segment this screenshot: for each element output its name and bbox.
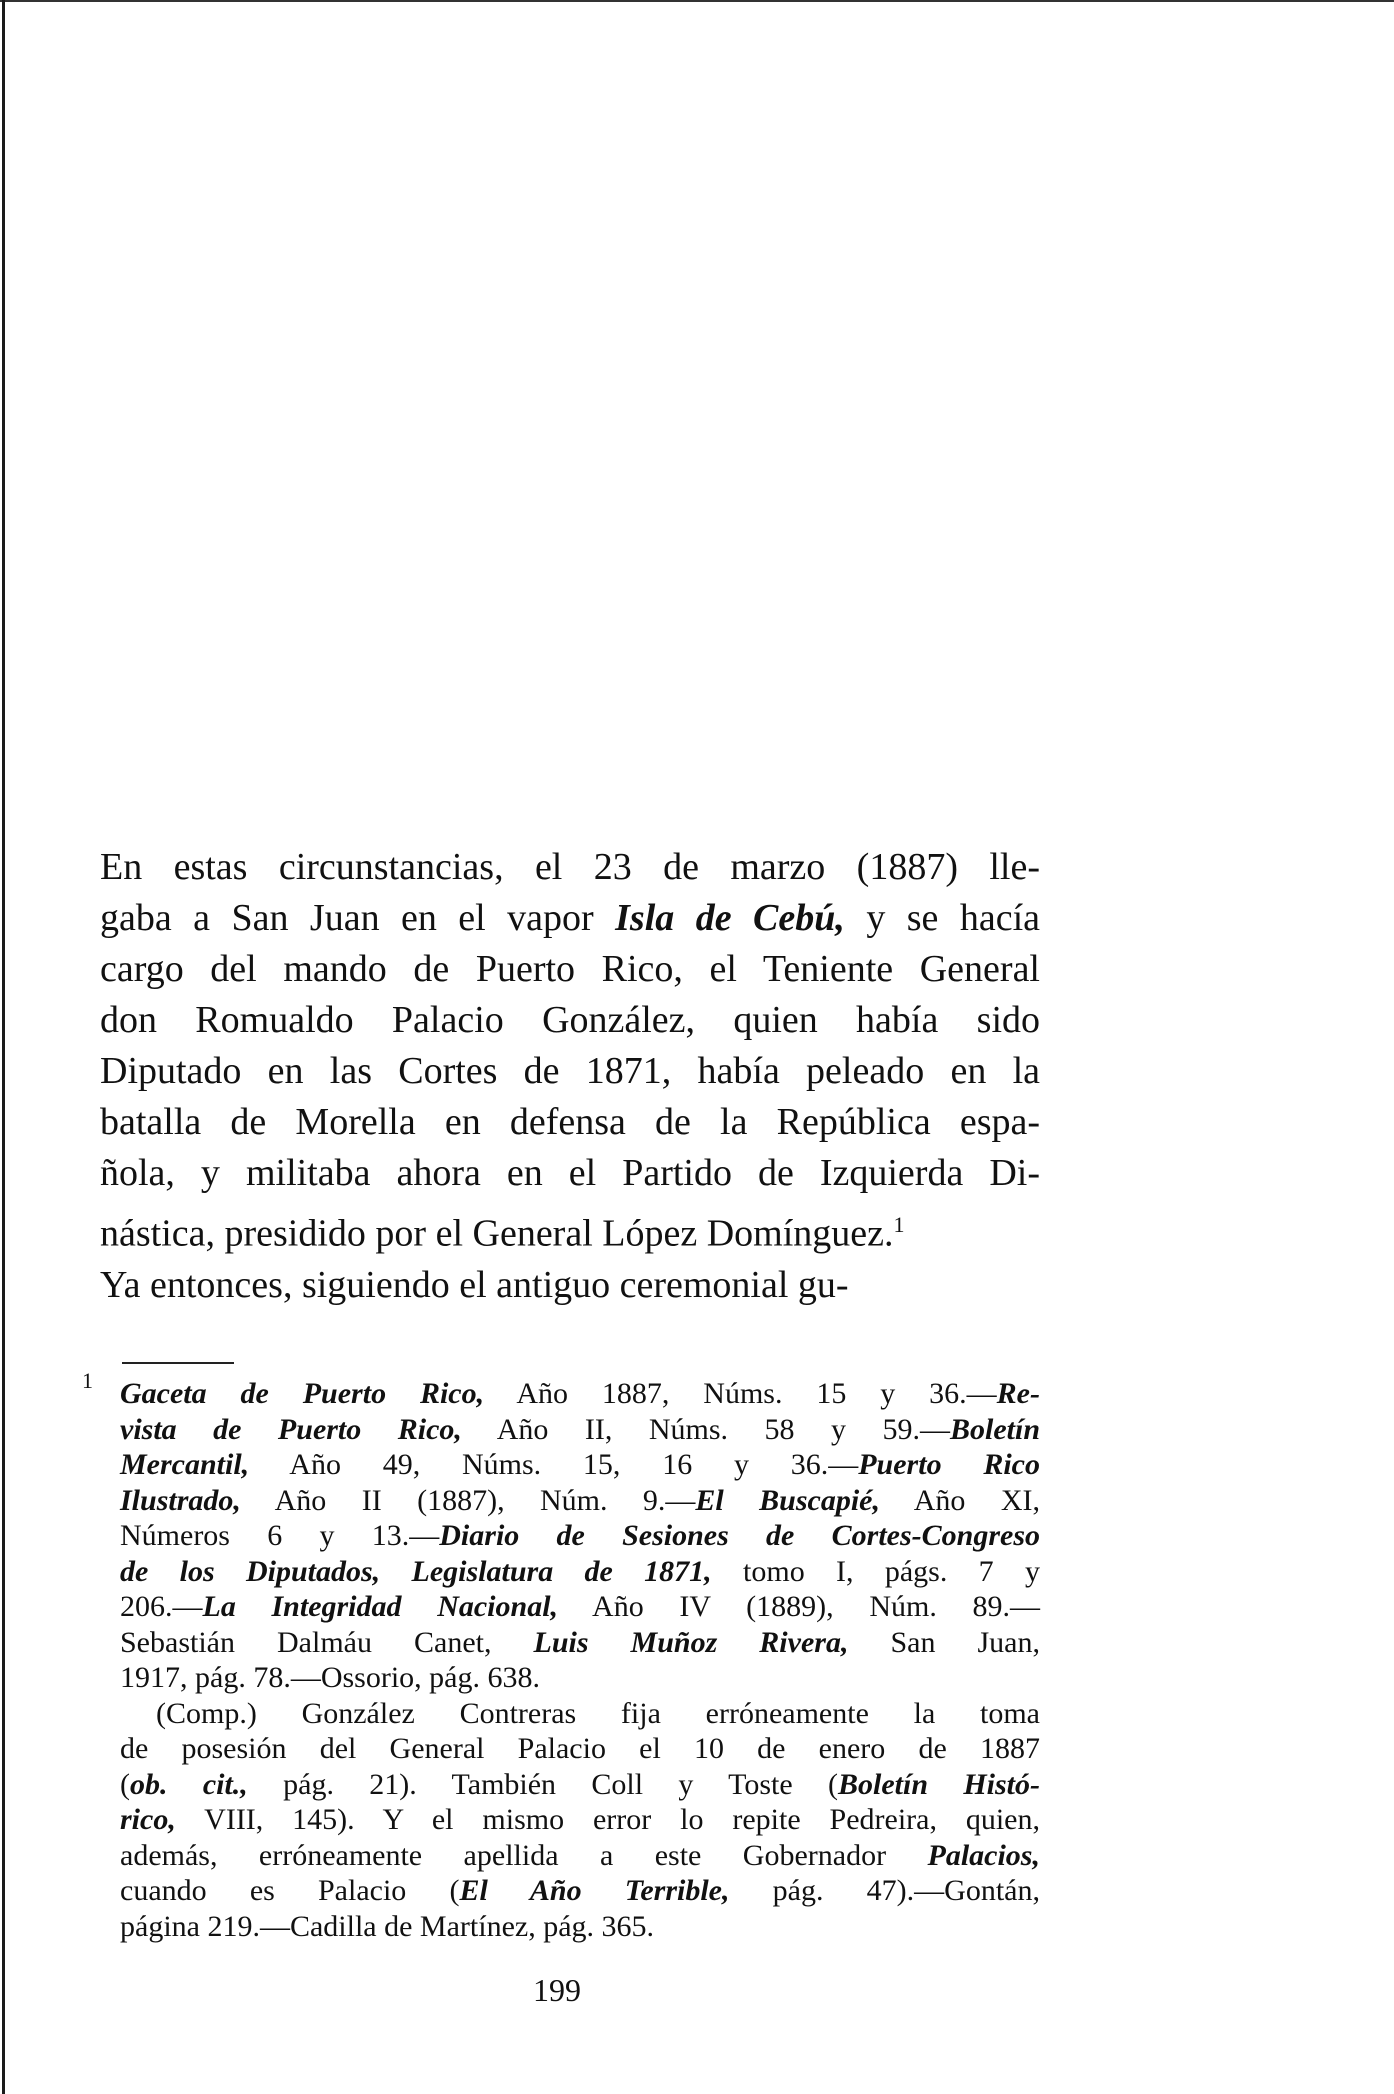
footnote-title: Boletín (949, 1412, 1040, 1446)
footnote-text: cuando es Palacio ( (120, 1874, 460, 1907)
paragraph-line: En estas circunstancias, el 23 de marzo (1887) lle- (100, 846, 1040, 888)
footnote-title: Luis Muñoz Rivera, (533, 1625, 849, 1659)
footnote-separator (122, 1362, 234, 1364)
footnote-reference: 1 (893, 1212, 905, 1237)
footnote-text: 206.— (120, 1590, 203, 1623)
footnote-text: pág. 21). También Coll y Toste ( (247, 1767, 838, 1801)
footnote-text: página 219.—Cadilla de Martínez, pág. 365. (120, 1909, 655, 1943)
page-top-edge (0, 0, 1394, 2)
footnote-text: (Comp.) González Contreras fija erróneamente la toma (156, 1696, 1040, 1730)
footnote-line (120, 1802, 1040, 1838)
footnote-comment (120, 1696, 1040, 1945)
footnote-line (120, 1838, 1040, 1874)
footnote-text: Año II, Núms. 58 y 59.— (461, 1412, 950, 1446)
footnote-title: Re- (996, 1377, 1040, 1410)
footnote-text: Año 1887, Núms. 15 y 36.— (484, 1377, 997, 1410)
paragraph-line-with-ref (100, 1199, 1040, 1260)
ship-name: Isla de Cebú, (615, 897, 845, 939)
page-number: 199 (533, 1972, 581, 2008)
paragraph-line: Diputado en las Cortes de 1871, había peleado en la (100, 1050, 1040, 1092)
footnote-line (120, 1554, 1040, 1590)
footnote-text: pág. 47).—Gontán, (729, 1874, 1040, 1907)
footnote-text: 1917, pág. 78.—Ossorio, pág. 638. (120, 1661, 540, 1694)
footnote-title: El Año Terrible, (459, 1874, 730, 1907)
footnote-title: Palacios, (927, 1838, 1040, 1872)
footnote-line (120, 1412, 1040, 1448)
paragraph-line: batalla de Morella en defensa de la República espa- (100, 1101, 1040, 1143)
page-left-edge (2, 0, 5, 2094)
footnote-title: El Buscapié, (695, 1483, 880, 1517)
footnote-text: Sebastián Dalmáu Canet, (120, 1625, 534, 1659)
footnote-citations (120, 1376, 1040, 1696)
paragraph-line: ñola, y militaba ahora en el Partido de Izquierda Di- (100, 1152, 1040, 1194)
footnote-line (120, 1589, 1040, 1625)
footnote-title: Boletín Histó- (838, 1767, 1040, 1801)
paragraph-line: cargo del mando de Puerto Rico, el Teniente General (100, 948, 1040, 990)
footnote-line (120, 1909, 1040, 1945)
footnote-text: Números 6 y 13.— (120, 1519, 440, 1552)
paragraph-line-with-italic: gaba a San Juan en el vapor Isla de Cebú, y se hacía (100, 897, 1040, 939)
footnote-text: Año II (1887), Núm. 9.— (240, 1483, 696, 1517)
footnote-title: Gaceta de Puerto Rico, (120, 1377, 485, 1410)
footnote-title: vista de Puerto Rico, (120, 1412, 462, 1446)
footnote-line (120, 1518, 1040, 1554)
footnote-title: Diario de Sesiones de Cortes-Congreso (439, 1519, 1040, 1552)
footnote-title: La Integridad Nacional, (202, 1590, 559, 1623)
footnote-line (120, 1625, 1040, 1661)
footnote-line (120, 1873, 1040, 1909)
footnote-text: ( (120, 1767, 130, 1801)
footnote-marker: 1 (82, 1368, 93, 1393)
footnote-text: Año 49, Núms. 15, 16 y 36.— (249, 1448, 859, 1481)
footnote-title: Puerto Rico (858, 1448, 1040, 1481)
footnote-title: Ilustrado, (120, 1483, 241, 1517)
footnote-line (120, 1483, 1040, 1519)
footnote-text: tomo I, págs. 7 y (711, 1554, 1041, 1588)
footnote-title: rico, (120, 1803, 176, 1836)
footnote-title: de los Diputados, Legislatura de 1871, (120, 1554, 712, 1588)
paragraph-line: Ya entonces, siguiendo el antiguo ceremonial gu- (100, 1263, 849, 1306)
paragraph-line: don Romualdo Palacio González, quien había sido (100, 999, 1040, 1041)
footnote-line (120, 1731, 1040, 1767)
footnote-text: Año XI, (880, 1483, 1040, 1517)
footnote-text: San Juan, (848, 1625, 1040, 1659)
main-paragraph (100, 842, 1040, 1311)
footnote-line (120, 1660, 1040, 1696)
footnote-block (120, 1376, 1040, 1944)
footnote-text: de posesión del General Palacio el 10 de enero de 1887 (120, 1732, 1040, 1765)
footnote-line (120, 1767, 1040, 1803)
footnote-line (120, 1376, 1040, 1412)
footnote-title: Mercantil, (120, 1448, 250, 1481)
footnote-text: VIII, 145). Y el mismo error lo repite Pedreira, quien, (175, 1803, 1040, 1836)
paragraph-line-text: nástica, presidido por el General López Domínguez. (100, 1212, 894, 1255)
footnote-text: Año IV (1889), Núm. 89.— (558, 1590, 1040, 1623)
footnote-text: además, erróneamente apellida a este Gobernador (120, 1838, 928, 1872)
footnote-line (120, 1447, 1040, 1483)
footnote-line (120, 1696, 1040, 1732)
footnote-title: ob. cit., (130, 1767, 248, 1801)
